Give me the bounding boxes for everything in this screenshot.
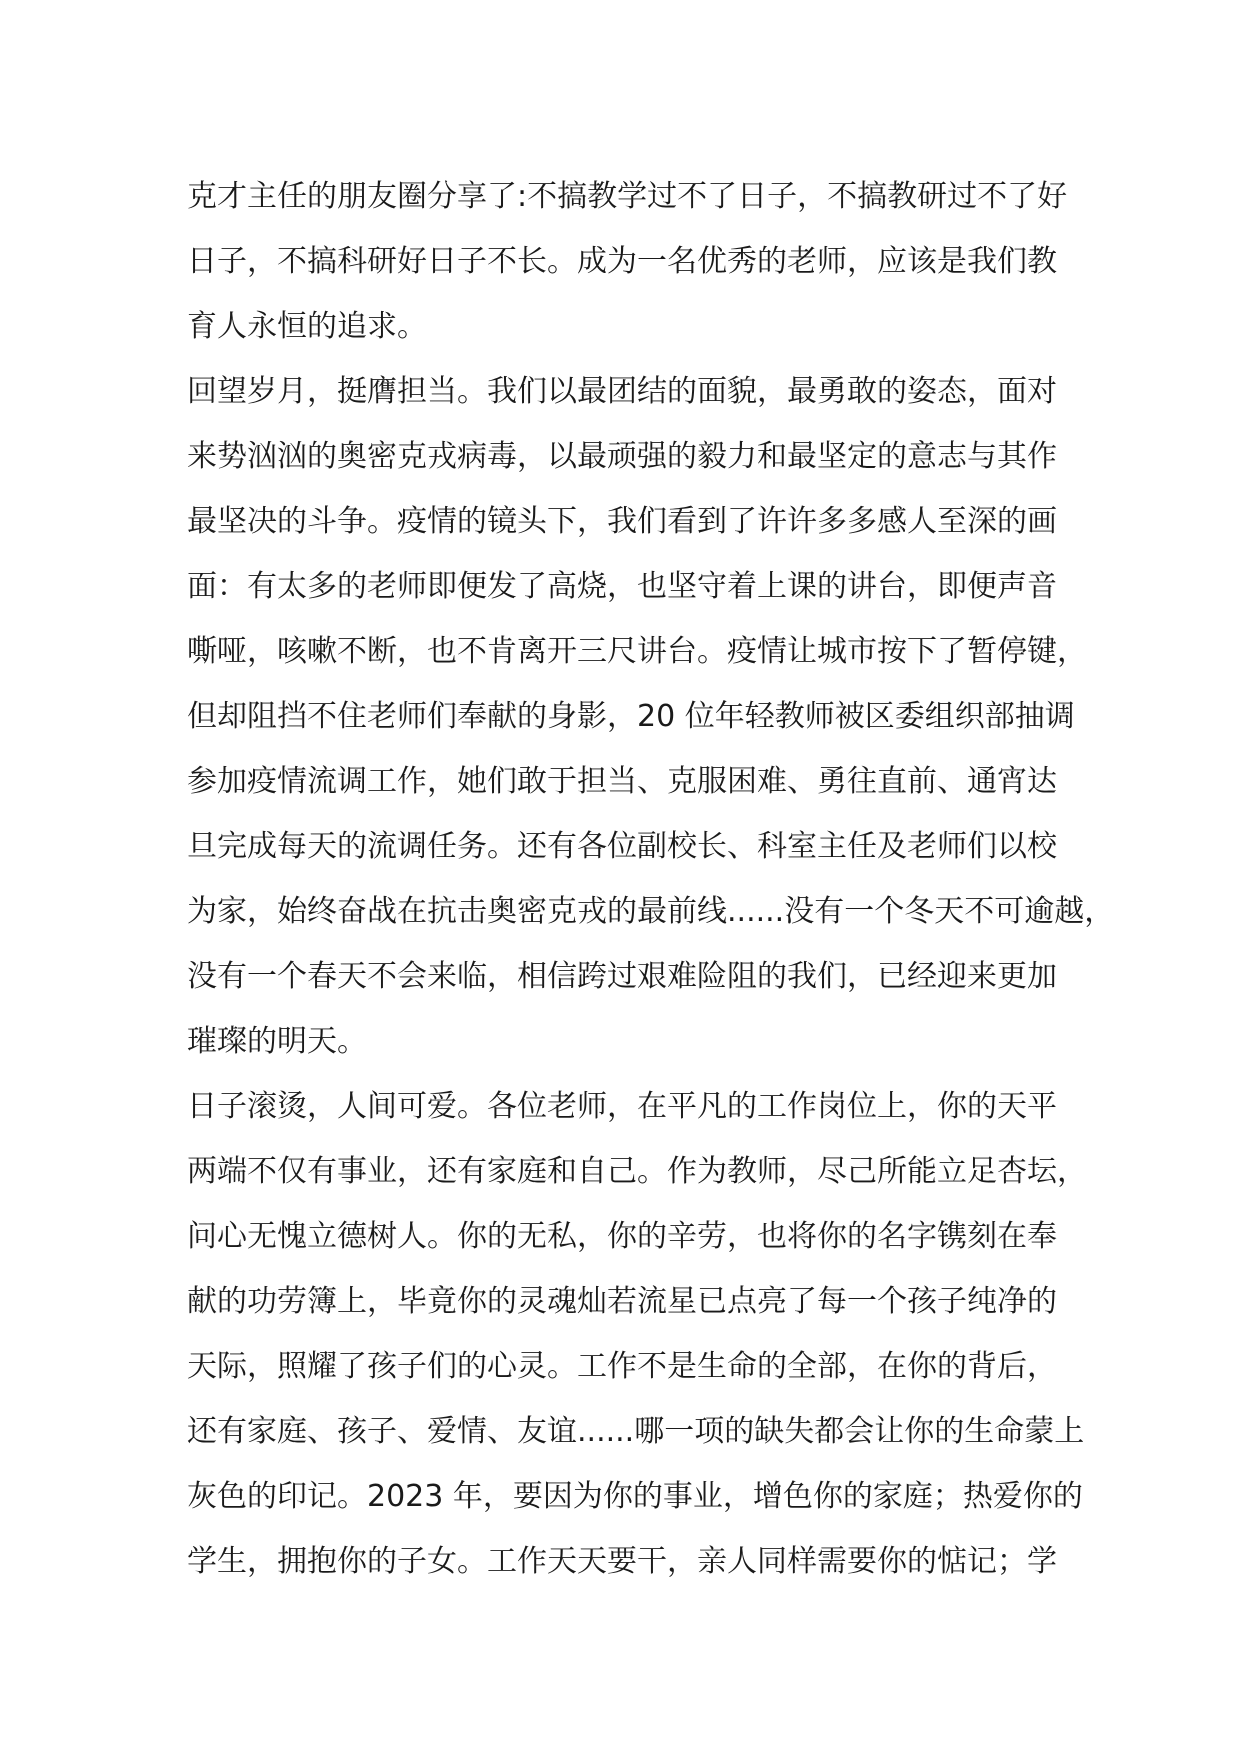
text-line-7: 面：有太多的老师即便发了高烧，也坚守着上课的讲台，即便声音 (187, 569, 1057, 604)
text-line-14: 璀璨的明天。 (187, 1024, 367, 1059)
text-line-4: 回望岁月，挺膺担当。我们以最团结的面貌，最勇敢的姿态，面对 (187, 374, 1057, 409)
text-line-15: 日子滚烫，人间可爱。各位老师，在平凡的工作岗位上，你的天平 (187, 1089, 1057, 1124)
text-line-3: 育人永恒的追求。 (187, 309, 427, 344)
text-line-1: 克才主任的朋友圈分享了:不搞教学过不了日子，不搞教研过不了好 (187, 179, 1068, 214)
text-line-10: 参加疫情流调工作，她们敢于担当、克服困难、勇往直前、通宵达 (187, 764, 1057, 799)
text-line-11: 旦完成每天的流调任务。还有各位副校长、科室主任及老师们以校 (187, 829, 1057, 864)
text-line-22: 学生，拥抱你的子女。工作天天要干，亲人同样需要你的惦记；学 (187, 1544, 1057, 1579)
text-line-18: 献的功劳簿上，毕竟你的灵魂灿若流星已点亮了每一个孩子纯净的 (187, 1284, 1057, 1319)
text-line-17: 问心无愧立德树人。你的无私，你的辛劳，也将你的名字镌刻在奉 (187, 1219, 1057, 1254)
text-line-2: 日子，不搞科研好日子不长。成为一名优秀的老师，应该是我们教 (187, 244, 1057, 279)
text-line-8: 嘶哑，咳嗽不断，也不肯离开三尺讲台。疫情让城市按下了暂停键， (187, 634, 1087, 669)
text-line-9: 但却阻挡不住老师们奉献的身影，20 位年轻教师被区委组织部抽调 (187, 699, 1075, 734)
text-line-21: 灰色的印记。2023 年，要因为你的事业，增色你的家庭；热爱你的 (187, 1479, 1083, 1514)
text-line-19: 天际，照耀了孩子们的心灵。工作不是生命的全部，在你的背后， (187, 1349, 1057, 1384)
text-line-12: 为家，始终奋战在抗击奥密克戎的最前线......没有一个冬天不可逾越， (187, 894, 1115, 929)
text-line-13: 没有一个春天不会来临，相信跨过艰难险阻的我们，已经迎来更加 (187, 959, 1057, 994)
text-line-5: 来势汹汹的奥密克戎病毒，以最顽强的毅力和最坚定的意志与其作 (187, 439, 1057, 474)
body-text (187, 164, 1115, 1594)
text-line-16: 两端不仅有事业，还有家庭和自己。作为教师，尽己所能立足杏坛， (187, 1154, 1087, 1189)
text-line-6: 最坚决的斗争。疫情的镜头下，我们看到了许许多多感人至深的画 (187, 504, 1057, 539)
text-line-20: 还有家庭、孩子、爱情、友谊......哪一项的缺失都会让你的生命蒙上 (187, 1414, 1085, 1449)
